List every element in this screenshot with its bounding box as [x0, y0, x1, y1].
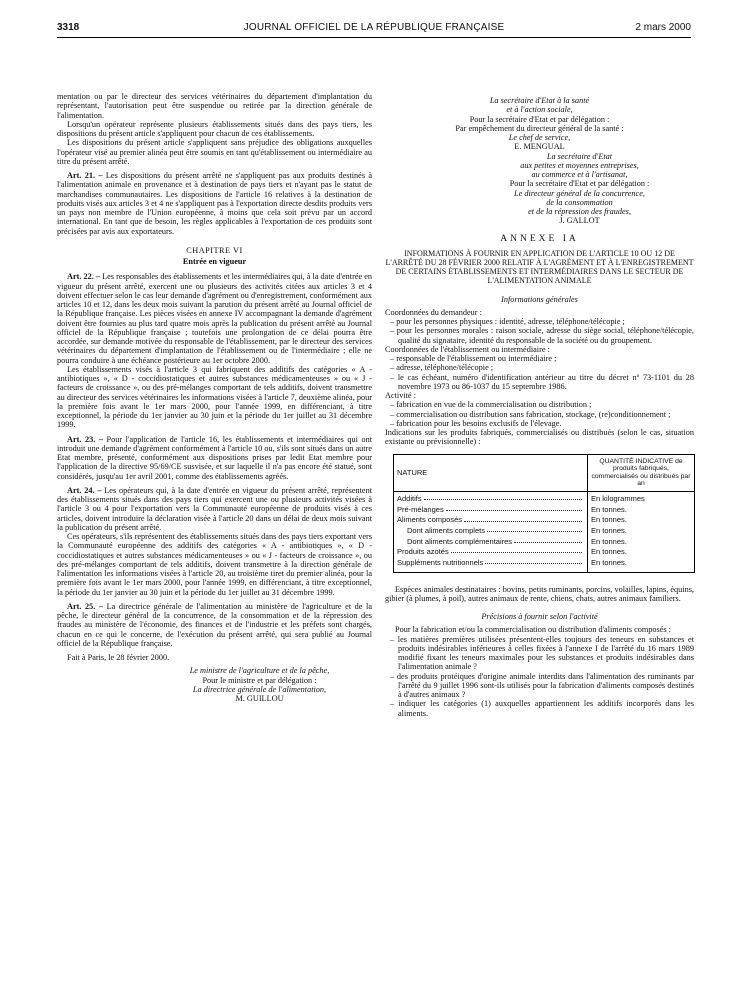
signature-block — [385, 152, 694, 226]
signature-name: J. GALLOT — [559, 216, 600, 226]
signature-line: La secrétaire d'Etat — [546, 151, 613, 161]
table-cell-nature — [394, 557, 588, 572]
signature-block — [385, 96, 694, 152]
paragraph: Les établissements visés à l'article 3 qui fabriquent des additifs des catégories « A - antibiotiques », « D - coccidiostatiques et autres substances médicamenteuses » ou « J - facteurs de croissance », ou des pré-mélanges comportant de tels additifs, doivent transmettre au directeur des services vétérinaires les informations visées à l'article 7, deuxième alinéa, pour la première fois avant le 1er mars 2000, pour l'année 1999, en différenciant, à titre exceptionnel, la période du 1er janvier au 30 juin et la période du 1er juillet au 31 décembre 1999. — [57, 364, 372, 430]
signature-line: et de la répression des fraudes, — [528, 207, 631, 216]
dot-leader — [487, 526, 582, 532]
signature-line: et à l'action sociale, — [506, 105, 573, 115]
table-cell-quantity: En tonnes. — [588, 547, 695, 558]
nature-label: Additifs — [397, 494, 422, 504]
signature-line: La secrétaire d'Etat à la santé — [489, 96, 590, 105]
nature-label: Dont aliments complets — [407, 526, 485, 536]
paragraph: Coordonnées de l'établissement ou intermédiaire : — [385, 344, 550, 354]
list-item: – le cas échéant, numéro d'identification antérieur au titre du décret nº 73-1101 du 28 novembre 1973 ou 86-1037 du 15 septembre 1986. — [390, 372, 694, 391]
signature-line: Pour la secrétaire d'Etat et par délégation : — [509, 179, 650, 189]
article-23 — [57, 435, 372, 481]
article-number: Art. 24. – — [67, 485, 102, 495]
table-cell-quantity: En tonnes. — [588, 504, 695, 515]
table-cell-quantity: En kilogrammes — [588, 491, 695, 504]
signature-line: au commerce et à l'artisanat, — [531, 170, 628, 179]
paragraph: Pour la fabrication et/ou la commercialisation ou distribution d'aliments composés : — [395, 625, 671, 635]
right-column — [385, 96, 694, 718]
paragraph: Lorsqu'un opérateur représente plusieurs établissements situés dans des pays tiers, les dispositions du présent article s'appliquent pour chacun de ces établissements. — [57, 119, 372, 138]
table-cell-nature — [394, 515, 588, 526]
signature-line: La directrice générale de l'alimentation, — [192, 684, 327, 694]
article-text: La directrice générale de l'alimentation au ministère de l'agriculture et de la pêche, le directeur général de la concurrence, de la consommation et de la répression des fraudes au ministère de l'économie, des finances et de l'industrie et les préfets sont chargés, chacun en ce qui le concerne, de l'exécution du présent arrêté, qui sera publié au Journal officiel de la République française. — [57, 601, 373, 648]
issue-date: 2 mars 2000 — [635, 22, 691, 33]
dot-leader — [451, 547, 582, 553]
table-cell-nature — [394, 491, 588, 504]
paragraph: mentation ou par le directeur des services vétérinaires du département d'implantation du représentant, l'autorisation peut être suspendue ou retirée par la direction générale de l'alimentation. — [57, 92, 372, 120]
dot-leader — [514, 537, 582, 543]
table-header-nature: NATURE — [394, 454, 588, 491]
journal-title: JOURNAL OFFICIEL DE LA RÉPUBLIQUE FRANÇAISE — [243, 22, 505, 33]
dot-leader — [424, 494, 582, 500]
list-item: – fabrication pour les besoins exclusifs de l'élevage. — [390, 418, 562, 428]
header-rule — [57, 37, 691, 38]
table-cell-nature — [394, 525, 588, 536]
article-24 — [57, 486, 372, 532]
list-item: – indiquer les catégories (1) auxquelles appartiennent les additifs incorporés dans les aliments. — [390, 699, 694, 718]
paragraph: Espèces animales destinataires : bovins, petits ruminants, porcins, volailles, lapins, équins, gibier (à plumes, à poil), autres animaux de rente, chiens, chats, autres animaux familiers. — [385, 584, 694, 603]
article-25 — [57, 602, 372, 648]
signature-line: aux petites et moyennes entreprises, — [520, 160, 639, 170]
table-header-row — [394, 454, 695, 491]
products-table — [393, 454, 695, 573]
table-cell-quantity: En tonnes. — [588, 525, 695, 536]
section-heading: Précisions à fournir selon l'activité — [481, 612, 598, 622]
table-cell-nature — [394, 536, 588, 547]
paragraph: Les dispositions du présent article s'appliquent sans préjudice des obligations auxquelles l'opérateur visé au premier alinéa peut être soumis en tant qu'établissement ou intermédiaire au titre du présent arrêté. — [57, 138, 372, 166]
table-cell-nature — [394, 504, 588, 515]
nature-label: Pré-mélanges — [397, 504, 444, 514]
left-column — [57, 92, 372, 703]
signature-line: Le chef de service, — [508, 133, 571, 142]
list-item: – pour les personnes morales : raison sociale, adresse du siège social, téléphone/télécopie, qualité du signataire, identité du responsable de la société ou du groupement. — [390, 326, 694, 345]
signature-line: de la consommation — [546, 197, 613, 207]
article-number: Art. 23. – — [67, 434, 103, 444]
chapter-title: Entrée en vigueur — [182, 257, 247, 266]
table-cell-quantity: En tonnes. — [588, 515, 695, 526]
table-cell-quantity: En tonnes. — [588, 557, 695, 572]
section-heading: Informations générales — [501, 294, 578, 304]
list-item: – des produits protéiques d'origine animale interdits dans l'alimentation des ruminants par l'arrêté du 9 juillet 1996 sont-ils utilisés pour la fabrication d'aliments composés destinés à d'autres animaux ? — [390, 671, 694, 700]
annex-heading: ANNEXE IA — [500, 233, 579, 244]
table-row — [394, 557, 695, 572]
table-row — [394, 491, 695, 504]
table-cell-quantity: En tonnes. — [588, 536, 695, 547]
article-22 — [57, 272, 372, 365]
dot-leader — [446, 505, 582, 511]
dot-leader — [464, 515, 582, 521]
list-item: – responsable de l'établissement ou intermédiaire ; — [390, 354, 557, 364]
paragraph: Coordonnées du demandeur : — [385, 307, 482, 317]
article-number: Art. 21. – — [67, 171, 103, 180]
paragraph: Activité : — [385, 391, 416, 401]
annex-title: INFORMATIONS À FOURNIR EN APPLICATION DE L'ARTICLE 10 OU 12 DE L'ARRÊTÉ DU 28 FÉVRIER 2000 RELATIF À L'AGRÉMENT ET À L'ENREGISTREMENT DE CERTAINS ÉTABLISSEMENTS ET INTERMÉDIAIRES DANS LE SECTEUR DE L'ALIMENTATION ANIMALE — [385, 248, 694, 286]
nature-label: Produits azotés — [397, 547, 449, 557]
paragraph: Indications sur les produits fabriqués, commercialisés ou distribués (selon le cas, situation existante ou prévisionnelle) : — [385, 428, 694, 447]
signature-line: Le directeur général de la concurrence, — [514, 188, 645, 198]
table-header-quantity: QUANTITÉ INDICATIVE de produits fabriqués, commercialisés ou distribués par an — [588, 454, 695, 491]
nature-label: Suppléments nutritionnels — [397, 557, 484, 567]
list-item: – les matières premières utilisées présentent-elles toujours des teneurs en substances et produits indésirables inférieures à celles fixées à l'annexe I de l'arrêté du 16 mars 1989 modifié fixant les teneurs maximales pour les substances et produits indésirables dans l'alimentation animale ? — [390, 634, 694, 672]
signature-name: M. GUILLOU — [235, 694, 284, 703]
paragraph: Ces opérateurs, s'ils représentent des établissements situés dans des pays tiers exportant vers la Communauté européenne des additifs des catégories « A - antibiotiques », « D - coccidiostatiques et autres substances médicamenteuses » ou « J - facteurs de croissance », ou des pré-mélanges comportant de tels additifs, doivent transmettre à la direction générale de l'alimentation les informations visées à l'article 20, au troisième tiret du premier alinéa, pour la première fois avant le 1er mars 2000, pour l'année 1999, en différenciant, à titre exceptionnel, la période du 1er janvier au 30 juin et la période du 1er juillet au 31 décembre 1999. — [57, 532, 372, 597]
table-row — [394, 504, 695, 515]
table-row — [394, 515, 695, 526]
list-item: – fabrication en vue de la commercialisation ou distribution ; — [390, 400, 592, 410]
table-row — [394, 536, 695, 547]
page-number: 3318 — [57, 22, 80, 33]
signature-line: Par empêchement du directeur général de la santé : — [455, 123, 624, 133]
article-text: Les opérateurs qui, à la date d'entrée en vigueur du présent arrêté, représentent des établissements situés dans des pays tiers qui exercent une ou plusieurs activités visées à l'article 3 ou 4 pour l'exportation vers la Communauté européenne de produits visés à ces articles, doivent introduire la déclaration visée à l'article 20 dans un délai de deux mois suivant la publication du présent arrêté. — [57, 485, 372, 532]
signature-line: Pour la secrétaire d'Etat et par délégation : — [469, 114, 610, 124]
article-21 — [57, 171, 372, 236]
page-header — [57, 22, 691, 36]
nature-label: Dont aliments complémentaires — [407, 536, 513, 546]
article-text: Les responsables des établissements et les intermédiaires qui, à la date d'entrée en vigueur du présent arrêté, exercent une ou plusieurs des activités citées aux articles 3 et 4 doivent effectuer selon le cas leur demande d'agrément ou d'enregistrement, conformément aux articles 10 et 12, dans les deux mois suivant la parution du présent arrêté au Journal officiel de la République française. Les pièces visées en annexe IV accompagnant la demande d'agrément doivent être fournies au plus tard quatre mois après la publication du présent arrêté au Journal officiel de la République française ; toutefois une prolongation de ce délai pourra être accordée, sur demande motivée du responsable de l'établissement, par le directeur des services vétérinaires du département d'implantation de l'établissement ou de l'intermédiaire ; elle ne pourra conduire à une échéance postérieure au 1er octobre 2000. — [57, 272, 373, 365]
signature-block — [57, 666, 372, 703]
list-item: – commercialisation ou distribution sans fabrication, stockage, (re)conditionnement ; — [390, 409, 671, 419]
table-row — [394, 547, 695, 558]
nature-label: Aliments composés — [397, 515, 463, 525]
signature-name: E. MENGUAL — [514, 142, 565, 152]
signature-date: Fait à Paris, le 28 février 2000. — [67, 653, 170, 662]
article-text: Pour l'application de l'article 16, les établissements et intermédiaires qui ont introduit une demande d'agrément conformément à l'article 10 ou, s'ils sont situés dans un autre Etat membre, présenté, conformément aux dispositions prises par ledit Etat membre pour l'application de la directive 95/69/CE susvisée, et sur laquelle il n'a pas encore été statué, sont considérés, jusqu'au 1er avril 2001, comme des établissements agréés. — [57, 434, 372, 481]
signature-line: Le ministre de l'agriculture et de la pêche, — [189, 666, 330, 676]
article-text: Les dispositions du présent arrêté ne s'appliquent pas aux produits destinés à l'alimentation animale en provenance et à destination de pays tiers et n'ayant pas le statut de marchandises communautaires. Les dispositions de l'article 16 relatives à la destination de produits visés aux articles 3 et 4 ne s'appliquent pas à l'exportation directe desdits produits vers un pays non membre de l'Union européenne, à moins que cela soit prévu par un accord international. En tant que de besoin, les règles applicables à l'exportation de ces produits sont précisées par avis aux exportateurs. — [57, 171, 373, 236]
article-number: Art. 22. – — [67, 272, 101, 282]
dot-leader — [485, 558, 582, 564]
signature-line: Pour le ministre et par délégation : — [202, 675, 317, 685]
table-row — [394, 525, 695, 536]
article-number: Art. 25. – — [67, 601, 104, 611]
table-cell-nature — [394, 547, 588, 558]
list-item: – pour les personnes physiques : identité, adresse, téléphone/télécopie ; — [390, 317, 625, 327]
chapter-heading: CHAPITRE VI — [186, 245, 243, 255]
list-item: – adresse, téléphone/télécopie ; — [390, 363, 494, 373]
